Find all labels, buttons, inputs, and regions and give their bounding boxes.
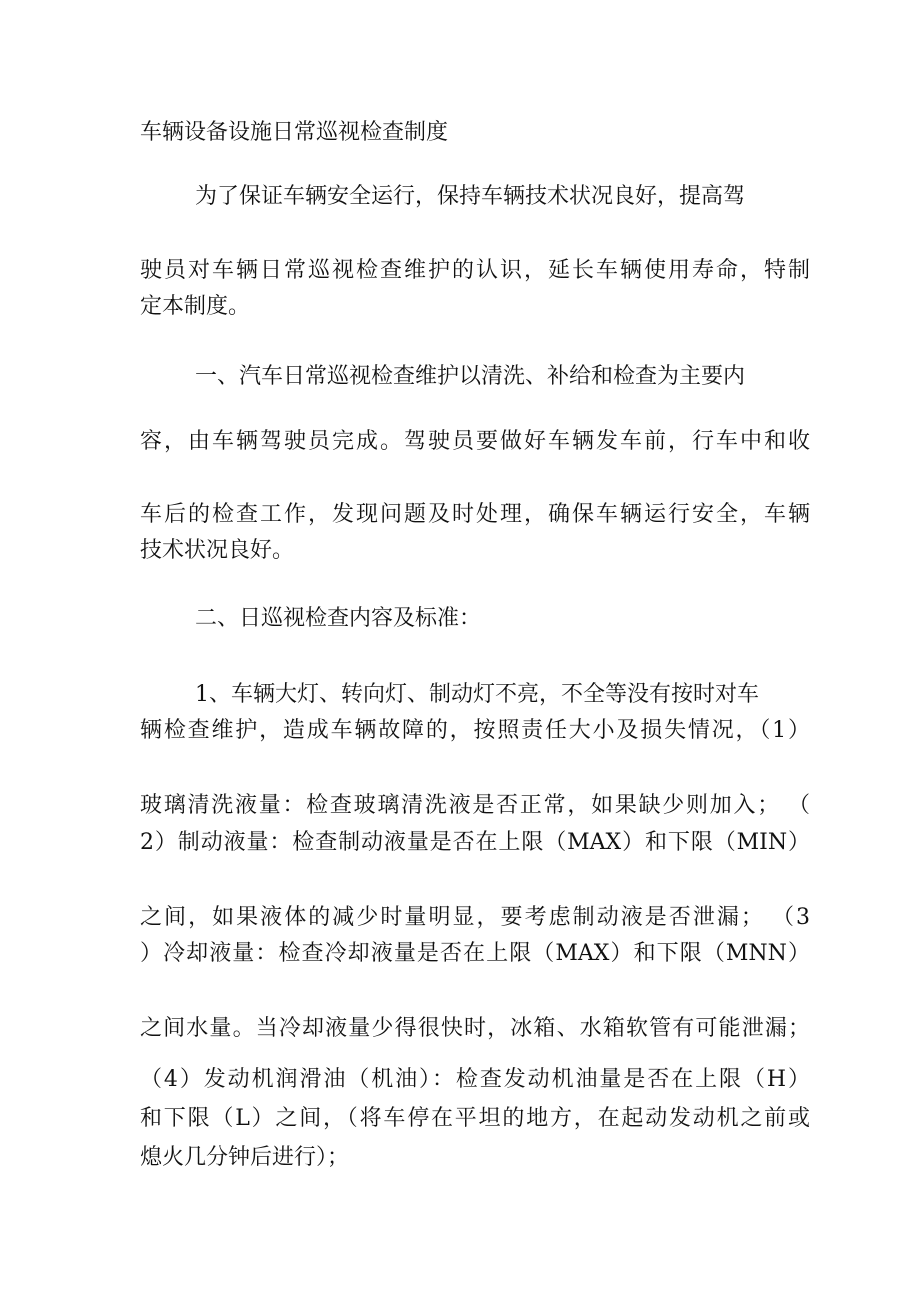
paragraph-line: 和下限（L）之间，（将车停在平坦的地方，在起动发动机之前或 <box>140 1106 810 1131</box>
paragraph-line: 之间水量。当冷却液量少得很快时，冰箱、水箱软管有可能泄漏； <box>140 1016 810 1041</box>
paragraph-line: 为了保证车辆安全运行，保持车辆技术状况良好，提高驾 <box>195 184 746 209</box>
paragraph-line: 辆检查维护，造成车辆故障的，按照责任大小及损失情况，（1） <box>140 718 810 743</box>
paragraph-line: 之间，如果液体的减少时量明显，要考虑制动液是否泄漏； （3 <box>140 905 810 930</box>
paragraph-line: 1、车辆大灯、转向灯、制动灯不亮，不全等没有按时对车 <box>195 682 759 707</box>
paragraph-line: 玻璃清洗液量：检查玻璃清洗液是否正常，如果缺少则加入； （ <box>140 793 810 818</box>
paragraph-line: 一、汽车日常巡视检查维护以清洗、补给和检查为主要内 <box>195 364 746 389</box>
paragraph-line: 驶员对车辆日常巡视检查维护的认识，延长车辆使用寿命，特制 <box>140 258 810 283</box>
paragraph-line: 技术状况良好。 <box>140 538 295 563</box>
paragraph-line: 2）制动液量：检查制动液量是否在上限（MAX）和下限（MIN） <box>140 830 810 855</box>
paragraph-line: 熄火几分钟后进行）； <box>140 1145 350 1170</box>
paragraph-line: （4）发动机润滑油（机油）：检查发动机油量是否在上限（H） <box>140 1067 810 1092</box>
paragraph-line: 车后的检查工作，发现问题及时处理，确保车辆运行安全，车辆 <box>140 502 810 527</box>
document-title: 车辆设备设施日常巡视检查制度 <box>140 120 449 145</box>
section-heading: 二、日巡视检查内容及标准： <box>195 606 482 631</box>
paragraph-line: ）冷却液量：检查冷却液量是否在上限（MAX）和下限（MNN） <box>140 941 810 966</box>
paragraph-line: 定本制度。 <box>140 294 251 319</box>
paragraph-line: 容，由车辆驾驶员完成。驾驶员要做好车辆发车前，行车中和收 <box>140 429 810 454</box>
